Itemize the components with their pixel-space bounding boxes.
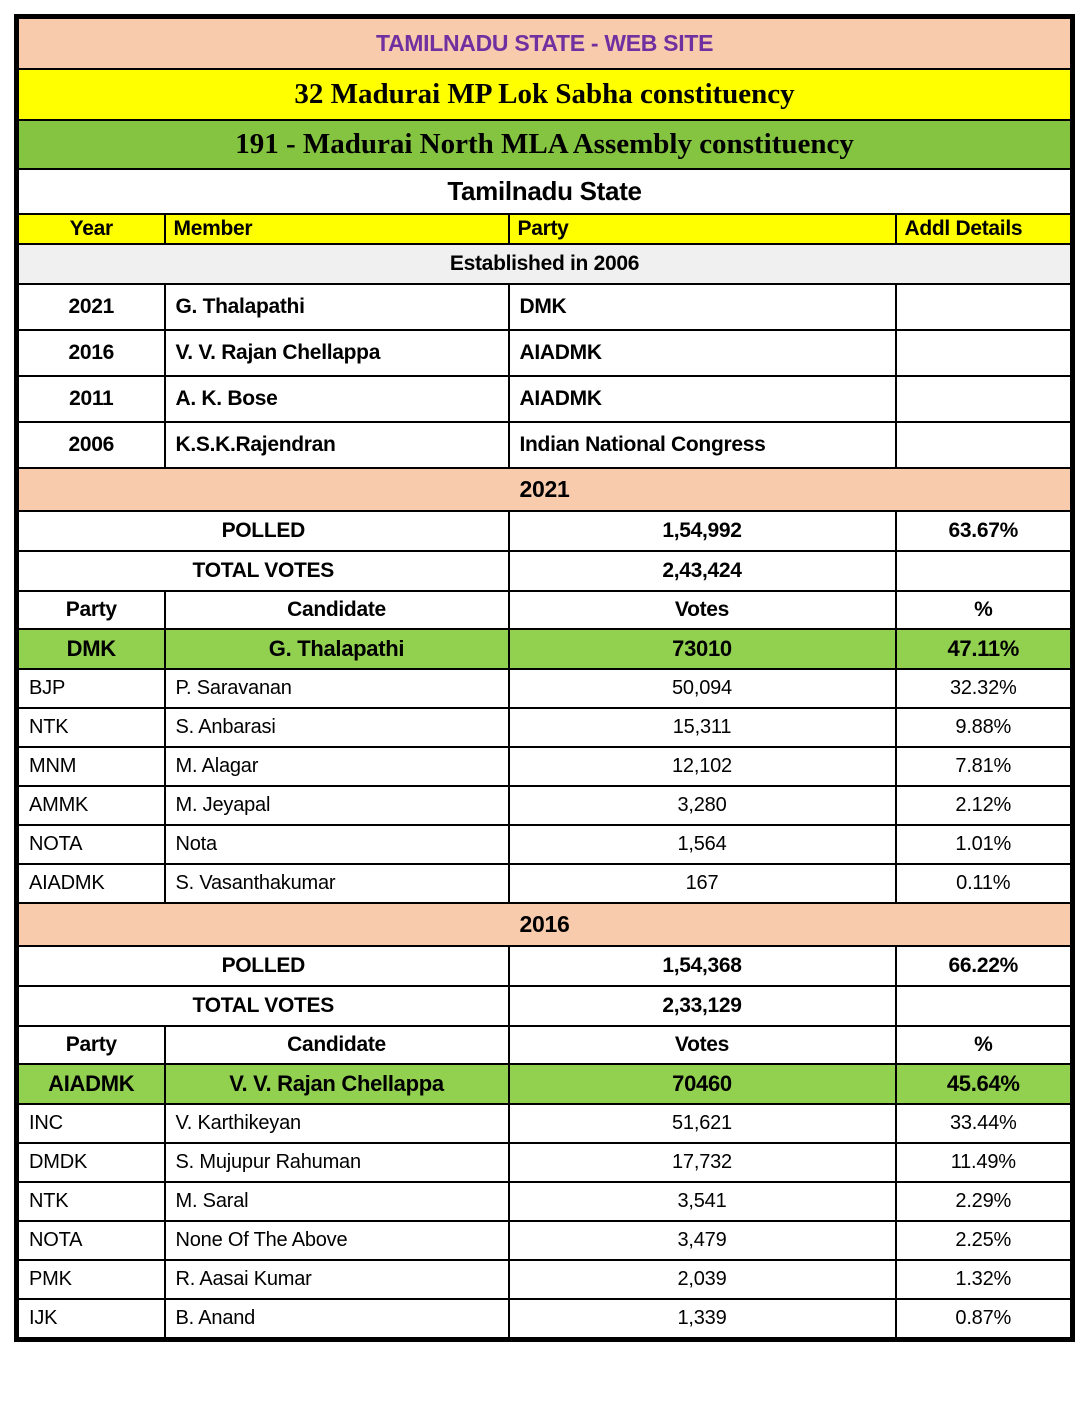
- cell-party: MNM: [17, 747, 165, 786]
- cell-year: 2016: [17, 330, 165, 376]
- candidate-row: [17, 825, 1073, 864]
- polled-label: POLLED: [17, 511, 509, 551]
- cell-pct: 0.87%: [896, 1299, 1073, 1340]
- column-header-pct: %: [896, 1026, 1073, 1064]
- cell-party: AIADMK: [17, 864, 165, 903]
- column-header-pct: %: [896, 591, 1073, 629]
- total-votes-pct: [896, 551, 1073, 591]
- cell-votes: 3,280: [509, 786, 896, 825]
- cell-party: NTK: [17, 1182, 165, 1221]
- column-header-year: Year: [17, 214, 165, 244]
- column-header-party: Party: [17, 591, 165, 629]
- cell-votes: 1,564: [509, 825, 896, 864]
- cell-votes: 3,479: [509, 1221, 896, 1260]
- cell-votes: 2,039: [509, 1260, 896, 1299]
- candidate-row: [17, 786, 1073, 825]
- members-header-row: [17, 214, 1073, 244]
- cell-party: INC: [17, 1104, 165, 1143]
- cell-candidate: M. Jeyapal: [165, 786, 509, 825]
- mla-assembly-constituency: 191 - Madurai North MLA Assembly constituency: [17, 120, 1073, 169]
- state-row: [17, 169, 1073, 214]
- lok-sabha-constituency: 32 Madurai MP Lok Sabha constituency: [17, 69, 1073, 120]
- cell-addl-details: [896, 330, 1073, 376]
- cell-pct: 1.01%: [896, 825, 1073, 864]
- cell-candidate: S. Vasanthakumar: [165, 864, 509, 903]
- site-title-row: [17, 17, 1073, 70]
- section-year-banner: [17, 903, 1073, 946]
- candidate-row: [17, 1182, 1073, 1221]
- column-header-addl-details: Addl Details: [896, 214, 1073, 244]
- winner-row: [17, 629, 1073, 669]
- polled-votes: 1,54,992: [509, 511, 896, 551]
- column-header-member: Member: [165, 214, 509, 244]
- cell-pct: 2.25%: [896, 1221, 1073, 1260]
- cell-votes: 51,621: [509, 1104, 896, 1143]
- state-name: Tamilnadu State: [17, 169, 1073, 214]
- cell-party: DMK: [509, 284, 896, 330]
- cell-pct: 7.81%: [896, 747, 1073, 786]
- candidate-row: [17, 864, 1073, 903]
- cell-votes: 17,732: [509, 1143, 896, 1182]
- polled-label: POLLED: [17, 946, 509, 986]
- total-votes-pct: [896, 986, 1073, 1026]
- winner-row: [17, 1064, 1073, 1104]
- polled-pct: 66.22%: [896, 946, 1073, 986]
- cell-party: AIADMK: [509, 330, 896, 376]
- cell-year: 2011: [17, 376, 165, 422]
- cell-candidate: S. Anbarasi: [165, 708, 509, 747]
- cell-votes: 73010: [509, 629, 896, 669]
- candidates-header-row: [17, 1026, 1073, 1064]
- cell-party: NOTA: [17, 1221, 165, 1260]
- cell-pct: 45.64%: [896, 1064, 1073, 1104]
- cell-pct: 0.11%: [896, 864, 1073, 903]
- cell-votes: 12,102: [509, 747, 896, 786]
- candidate-row: [17, 669, 1073, 708]
- polled-pct: 63.67%: [896, 511, 1073, 551]
- cell-year: 2006: [17, 422, 165, 468]
- cell-party: BJP: [17, 669, 165, 708]
- cell-candidate: G. Thalapathi: [165, 629, 509, 669]
- total-votes-value: 2,33,129: [509, 986, 896, 1026]
- cell-candidate: M. Alagar: [165, 747, 509, 786]
- cell-member: K.S.K.Rajendran: [165, 422, 509, 468]
- candidate-row: [17, 1299, 1073, 1340]
- cell-votes: 50,094: [509, 669, 896, 708]
- cell-candidate: S. Mujupur Rahuman: [165, 1143, 509, 1182]
- cell-candidate: V. Karthikeyan: [165, 1104, 509, 1143]
- results-table: [14, 14, 1075, 1342]
- lok-sabha-row: [17, 69, 1073, 120]
- cell-pct: 2.12%: [896, 786, 1073, 825]
- candidate-row: [17, 1221, 1073, 1260]
- cell-party: AMMK: [17, 786, 165, 825]
- total-votes-row: [17, 551, 1073, 591]
- candidate-row: [17, 1143, 1073, 1182]
- cell-party: Indian National Congress: [509, 422, 896, 468]
- total-votes-label: TOTAL VOTES: [17, 986, 509, 1026]
- cell-candidate: Nota: [165, 825, 509, 864]
- candidate-row: [17, 1104, 1073, 1143]
- polled-votes: 1,54,368: [509, 946, 896, 986]
- section-year-banner: [17, 468, 1073, 511]
- section-year: 2021: [17, 468, 1073, 511]
- candidates-header-row: [17, 591, 1073, 629]
- cell-addl-details: [896, 284, 1073, 330]
- cell-party: AIADMK: [17, 1064, 165, 1104]
- cell-party: IJK: [17, 1299, 165, 1340]
- total-votes-row: [17, 986, 1073, 1026]
- cell-pct: 11.49%: [896, 1143, 1073, 1182]
- member-row: [17, 330, 1073, 376]
- polled-row: [17, 946, 1073, 986]
- cell-candidate: V. V. Rajan Chellappa: [165, 1064, 509, 1104]
- cell-member: G. Thalapathi: [165, 284, 509, 330]
- member-row: [17, 422, 1073, 468]
- section-year: 2016: [17, 903, 1073, 946]
- cell-votes: 3,541: [509, 1182, 896, 1221]
- cell-party: DMDK: [17, 1143, 165, 1182]
- column-header-votes: Votes: [509, 591, 896, 629]
- site-title: TAMILNADU STATE - WEB SITE: [17, 17, 1073, 70]
- established-row: [17, 244, 1073, 284]
- cell-candidate: M. Saral: [165, 1182, 509, 1221]
- established-label: Established in 2006: [17, 244, 1073, 284]
- polled-row: [17, 511, 1073, 551]
- cell-pct: 2.29%: [896, 1182, 1073, 1221]
- cell-votes: 70460: [509, 1064, 896, 1104]
- cell-addl-details: [896, 422, 1073, 468]
- cell-member: A. K. Bose: [165, 376, 509, 422]
- cell-candidate: None Of The Above: [165, 1221, 509, 1260]
- cell-pct: 47.11%: [896, 629, 1073, 669]
- column-header-party: Party: [17, 1026, 165, 1064]
- total-votes-value: 2,43,424: [509, 551, 896, 591]
- member-row: [17, 284, 1073, 330]
- cell-member: V. V. Rajan Chellappa: [165, 330, 509, 376]
- candidate-row: [17, 1260, 1073, 1299]
- cell-votes: 1,339: [509, 1299, 896, 1340]
- mla-assembly-row: [17, 120, 1073, 169]
- candidate-row: [17, 708, 1073, 747]
- cell-party: PMK: [17, 1260, 165, 1299]
- total-votes-label: TOTAL VOTES: [17, 551, 509, 591]
- cell-pct: 33.44%: [896, 1104, 1073, 1143]
- cell-candidate: R. Aasai Kumar: [165, 1260, 509, 1299]
- cell-party: NTK: [17, 708, 165, 747]
- candidate-row: [17, 747, 1073, 786]
- cell-candidate: B. Anand: [165, 1299, 509, 1340]
- cell-year: 2021: [17, 284, 165, 330]
- cell-pct: 1.32%: [896, 1260, 1073, 1299]
- column-header-party: Party: [509, 214, 896, 244]
- cell-votes: 15,311: [509, 708, 896, 747]
- column-header-votes: Votes: [509, 1026, 896, 1064]
- cell-party: DMK: [17, 629, 165, 669]
- cell-candidate: P. Saravanan: [165, 669, 509, 708]
- cell-party: NOTA: [17, 825, 165, 864]
- column-header-candidate: Candidate: [165, 1026, 509, 1064]
- cell-pct: 9.88%: [896, 708, 1073, 747]
- cell-votes: 167: [509, 864, 896, 903]
- cell-party: AIADMK: [509, 376, 896, 422]
- cell-pct: 32.32%: [896, 669, 1073, 708]
- column-header-candidate: Candidate: [165, 591, 509, 629]
- cell-addl-details: [896, 376, 1073, 422]
- member-row: [17, 376, 1073, 422]
